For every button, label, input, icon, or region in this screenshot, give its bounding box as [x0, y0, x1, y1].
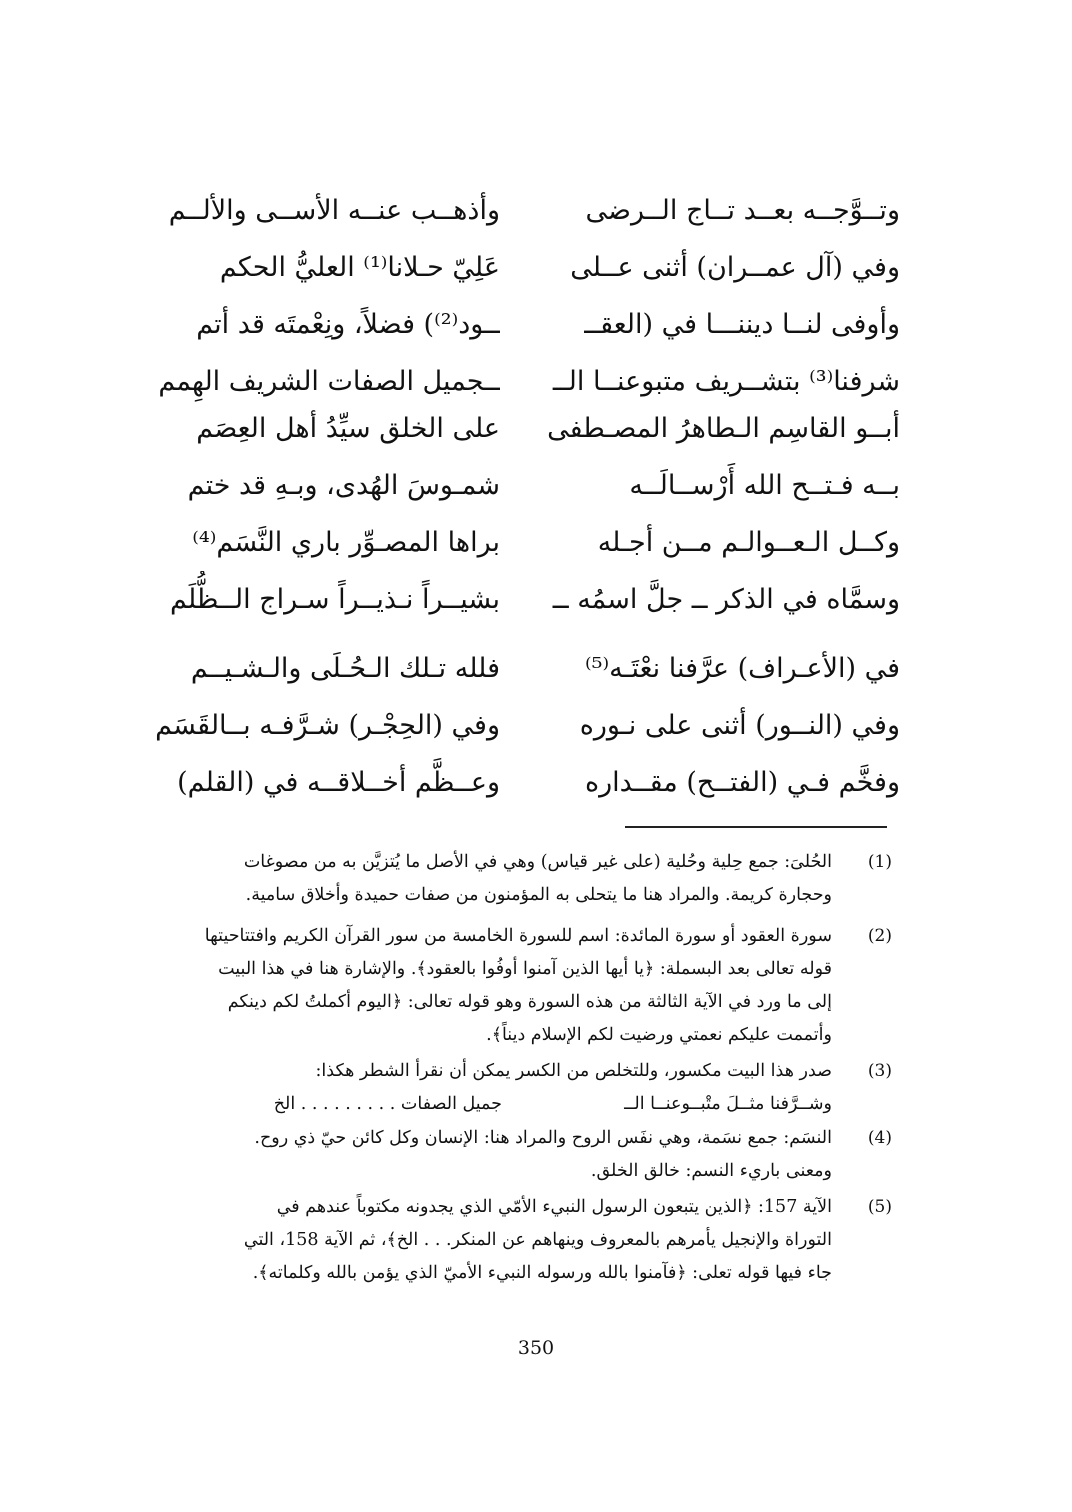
verse: [130, 239, 900, 296]
poem-stanza-1: [130, 182, 900, 410]
footnote-body: [170, 1055, 832, 1121]
verse-first-hemistich: وكــل الـعــوالـم مــن أجـله: [597, 527, 900, 558]
footnote-number: (5): [867, 1197, 892, 1217]
verse: [130, 640, 900, 697]
footnote-5: [170, 1191, 892, 1290]
verse-second-hemistich: فلله تـلك الـحُـلَى والـشـيــم: [190, 653, 500, 684]
verse-second-hemistich: ــود⁽²⁾) فضلاً، ونِعْمتَه قد أتم: [196, 309, 500, 340]
verse: [130, 697, 900, 754]
footnote-line: سورة العقود أو سورة المائدة: اسم للسورة الخامسة من سور القرآن الكريم وافتتاحيتها: [204, 926, 832, 946]
verse-second-hemistich: وأذهــب عنــه الأســى والألــم: [168, 195, 500, 226]
verse-first-hemistich: وتــوَّجــه بعــد تــاج الــرضى: [585, 195, 900, 226]
verse-second-hemistich: وعــظَّم أخــلاقــه في (القلم): [177, 767, 500, 798]
footnote-body: [170, 1191, 832, 1290]
footnote-line: إلى ما ورد في الآية الثالثة من هذه السورة وهو قوله تعالى: ﴿اليوم أكملتُ لكم دينكم: [227, 992, 832, 1012]
footnote-body: [170, 846, 832, 912]
footnote-body: [170, 920, 832, 1052]
verse-second-hemistich: وفي (الحِجْـر) شـرَّفـه بــالقَسَم: [155, 710, 500, 741]
verse-first-hemistich: وفي (النــور) أثنى على نـوره: [579, 710, 900, 741]
verse: [130, 514, 900, 571]
footnote-1: [170, 846, 892, 912]
verse: [130, 571, 900, 628]
footnote-2: [170, 920, 892, 1052]
footnote-separator-rule: [625, 826, 887, 828]
verse-first-hemistich: شرفنا⁽³⁾ بتشــريف متبوعنــا الــ: [552, 366, 900, 397]
verse-first-hemistich: وسمَّاه في الذكر ــ جلَّ اسمُه ــ: [552, 584, 900, 615]
verse-first-hemistich: أبــو القاسِم الـطاهرُ المصـطفى: [547, 413, 900, 444]
verse-second-hemistich: براها المصـوِّر باري النَّسَم⁽⁴⁾: [192, 527, 500, 558]
footnote-line: النسَم: جمع نسَمة، وهي نفَس الروح والمراد هنا: الإنسان وكل كائن حيّ ذي روح.: [254, 1128, 832, 1148]
footnote-line: صدر هذا البيت مكسور، وللتخلص من الكسر يمكن أن نقرأ الشطر هكذا:: [315, 1061, 832, 1081]
footnote-line: الحُلىَ: جمع حِلية وحُلية (على غير قياس) وهي في الأصل ما يُتزيَّن به من مصوغات: [243, 852, 832, 872]
verse: [130, 754, 900, 811]
footnote-number: (1): [867, 852, 892, 872]
verse-first-hemistich: بــه فـتــح الله أَرْســالَــه: [629, 470, 900, 501]
footnote-line: ومعنى باريء النسم: خالق الخلق.: [590, 1161, 832, 1181]
verse-first-hemistich: وفي (آل عمــران) أثنى عــلى: [570, 252, 900, 283]
verse-second-hemistich: ــجميل الصفات الشريف الهِمم: [158, 366, 500, 397]
verse-second-hemistich: عَلِيّ حـلانا⁽¹⁾ العليُّ الحكم: [219, 252, 500, 283]
footnote-line: الآية 157: ﴿الذين يتبعون الرسول النبيء الأمّي الذي يجدونه مكتوباً عندهم في: [276, 1197, 832, 1217]
verse: [130, 457, 900, 514]
verse-first-hemistich: في (الأعـراف) عرَّفنا نعْتَـه⁽⁵⁾: [585, 653, 900, 684]
footnote-line: وأتممت عليكم نعمتي ورضيت لكم الإسلام ديناً﴾.: [486, 1025, 832, 1045]
footnote-line: قوله تعالى بعد البسملة: ﴿يا أيها الذين آمنوا أوفُوا بالعقود﴾. والإشارة هنا في هذا البيت: [218, 959, 832, 979]
footnote-number: (4): [867, 1128, 892, 1148]
footnote-number: (2): [867, 926, 892, 946]
page-number: 350: [517, 1337, 555, 1359]
footnote-line: جاء فيها قوله تعلى: ﴿فآمنوا بالله ورسوله النبيء الأميّ الذي يؤمن بالله وكلماته﴾.: [252, 1263, 832, 1283]
verse: [130, 296, 900, 353]
verse: [130, 400, 900, 457]
verse-example-first-half: وشــرَّفنا مثــلَ متْبــوعنــا الــ: [624, 1094, 832, 1114]
verse: [130, 182, 900, 239]
poem-stanza-2: [130, 400, 900, 628]
verse-first-hemistich: وفخَّم فـي (الفتــح) مقــداره: [584, 767, 900, 798]
verse-second-hemistich: بشيــراً نـذيــراً سـراج الــظُّلَم: [169, 584, 500, 615]
footnote-3: [170, 1055, 892, 1121]
footnote-line: التوراة والإنجيل يأمرهم بالمعروف وينهاهم عن المنكر. . . الخ﴾، ثم الآية 158، التي: [243, 1230, 832, 1250]
verse-second-hemistich: شمـوسَ الهُدى، وبـهِ قد ختم: [187, 470, 500, 501]
footnote-body: [170, 1122, 832, 1188]
footnote-line: وحجارة كريمة. والمراد هنا ما يتحلى به المؤمنون من صفات حميدة وأخلاق سامية.: [245, 885, 832, 905]
verse-second-hemistich: على الخلق سيِّدُ أهل العِصَم: [196, 413, 500, 444]
verse-example-second-half: جميل الصفات . . . . . . . . . الخ: [273, 1094, 502, 1114]
footnote-number: (3): [867, 1061, 892, 1081]
verse-first-hemistich: وأوفى لنــا ديننـــا في (العقــ: [584, 309, 900, 340]
poem-stanza-3: [130, 640, 900, 811]
footnote-4: [170, 1122, 892, 1188]
footnote-verse-example: [170, 1088, 832, 1121]
